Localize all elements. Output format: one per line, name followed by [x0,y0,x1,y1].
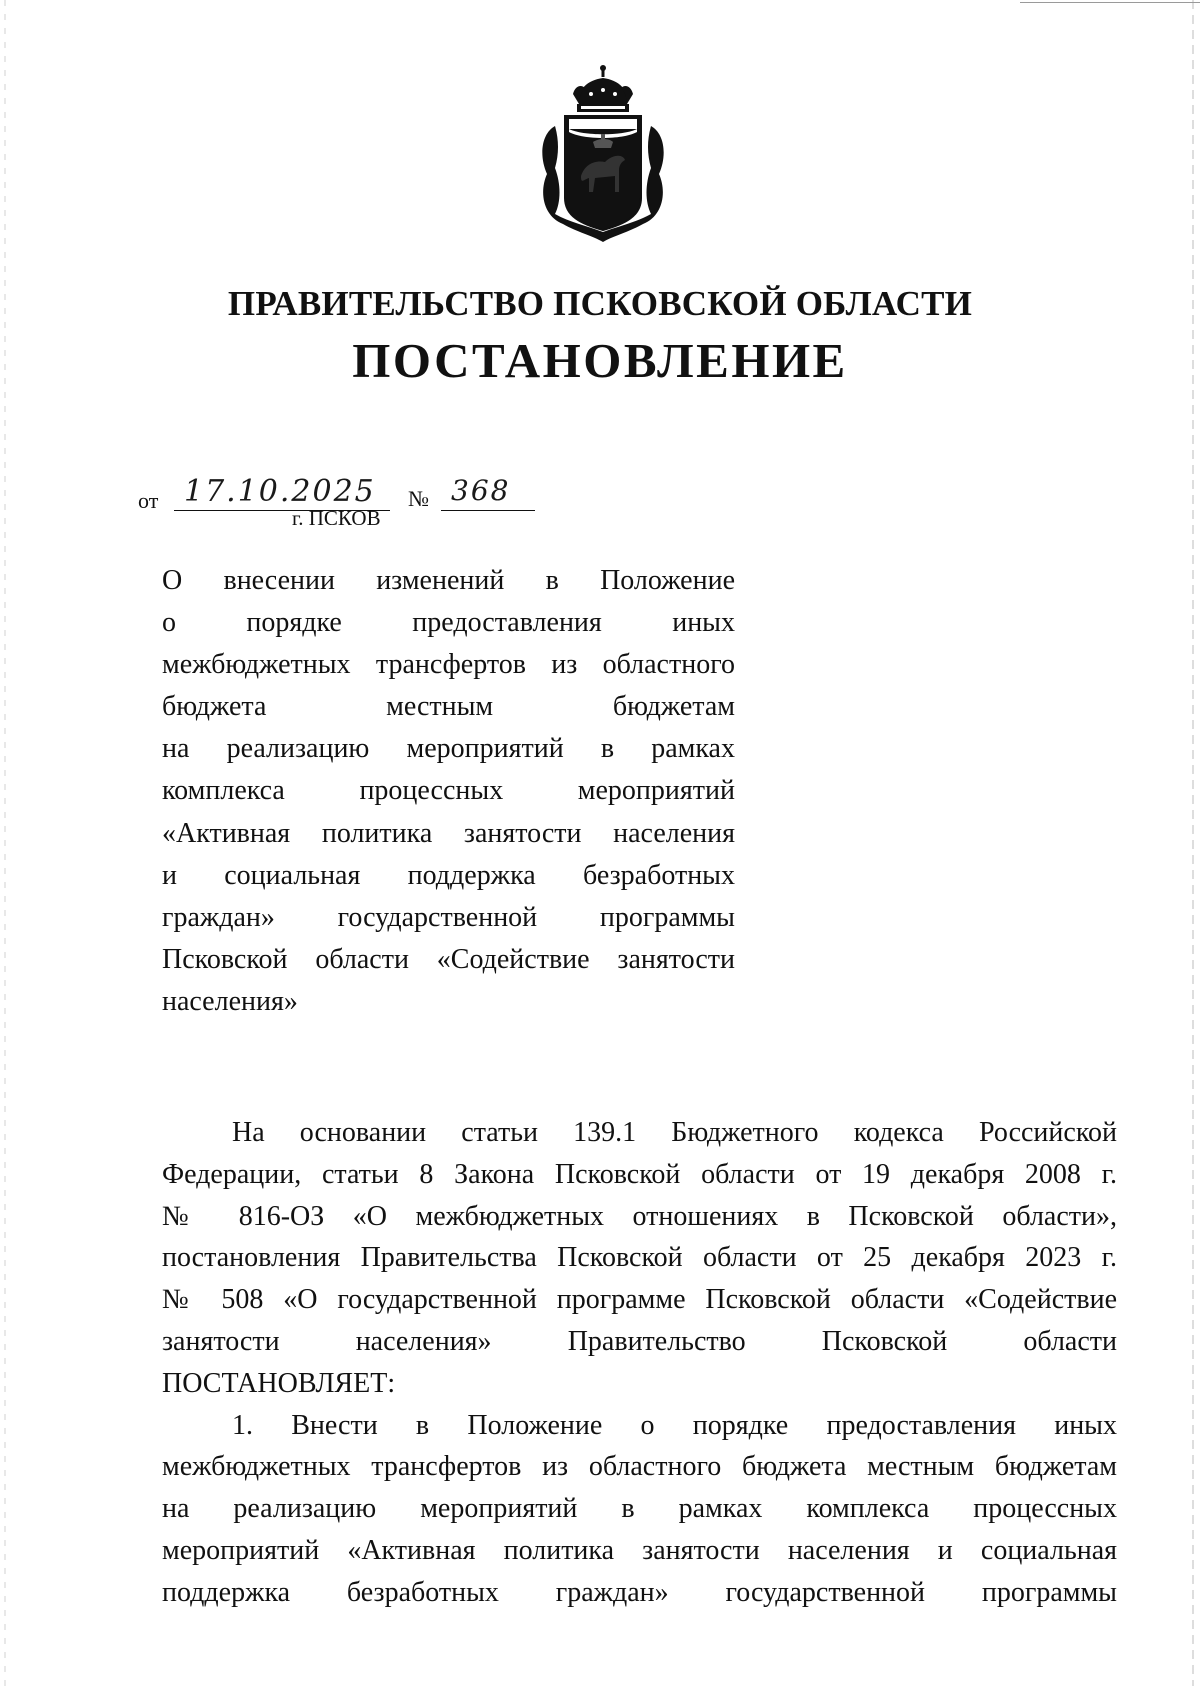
body-line: постановления Правительства Псковской области от 25 декабря 2023 г. [162,1242,1117,1274]
scan-edge-top-right [1020,2,1200,3]
body-line: 1. Внести в Положение о порядке предоставления иных [232,1409,1117,1441]
number-field [441,476,535,511]
subject-line: граждан» государственной программы [162,901,735,933]
body-line: поддержка безработных граждан» государственной программы [162,1576,1117,1608]
subject-line: населения» [162,985,298,1017]
body-line: мероприятий «Активная политика занятости населения и социальная [162,1534,1117,1566]
document-subject [162,560,735,1023]
number-prefix-label: № [408,486,429,511]
subject-line: о порядке предоставления иных [162,607,735,639]
scan-edge-left [4,0,6,1686]
document-body [162,1112,1117,1614]
body-line: занятости населения» Правительство Псковской области [162,1325,1117,1357]
government-title: ПРАВИТЕЛЬСТВО ПСКОВСКОЙ ОБЛАСТИ [227,284,973,323]
body-line: № 816-ОЗ «О межбюджетных отношениях в Псковской области», [162,1200,1117,1232]
subject-line: «Активная политика занятости населения [162,817,735,849]
subject-line: Псковской области «Содействие занятости [162,943,735,975]
subject-line: межбюджетных трансфертов из областного [162,649,735,681]
date-prefix-label: от [138,488,159,513]
body-line: На основании статьи 139.1 Бюджетного кодекса Российской [232,1117,1117,1148]
subject-line: О внесении изменений в Положение [162,565,735,596]
body-line: на реализацию мероприятий в рамках комплекса процессных [162,1493,1117,1525]
subject-line: и социальная поддержка безработных [162,859,735,891]
body-line: ПОСТАНОВЛЯЕТ: [162,1367,396,1399]
number-handwritten: 368 [451,474,511,507]
subject-line: на реализацию мероприятий в рамках [162,733,735,765]
city-label: г. ПСКОВ [292,506,381,530]
coat-of-arms-emblem [533,64,673,244]
date-handwritten: 17.10.2025 [184,474,376,509]
document-type-title: ПОСТАНОВЛЕНИЕ [352,333,848,388]
scan-edge-right [1192,0,1194,1686]
body-line: № 508 «О государственной программе Псковской области «Содействие [162,1284,1117,1316]
subject-line: комплекса процессных мероприятий [162,775,735,807]
subject-line: бюджета местным бюджетам [162,691,735,723]
body-line: межбюджетных трансфертов из областного бюджета местным бюджетам [162,1451,1117,1483]
body-line: Федерации, статьи 8 Закона Псковской области от 19 декабря 2008 г. [162,1158,1117,1190]
